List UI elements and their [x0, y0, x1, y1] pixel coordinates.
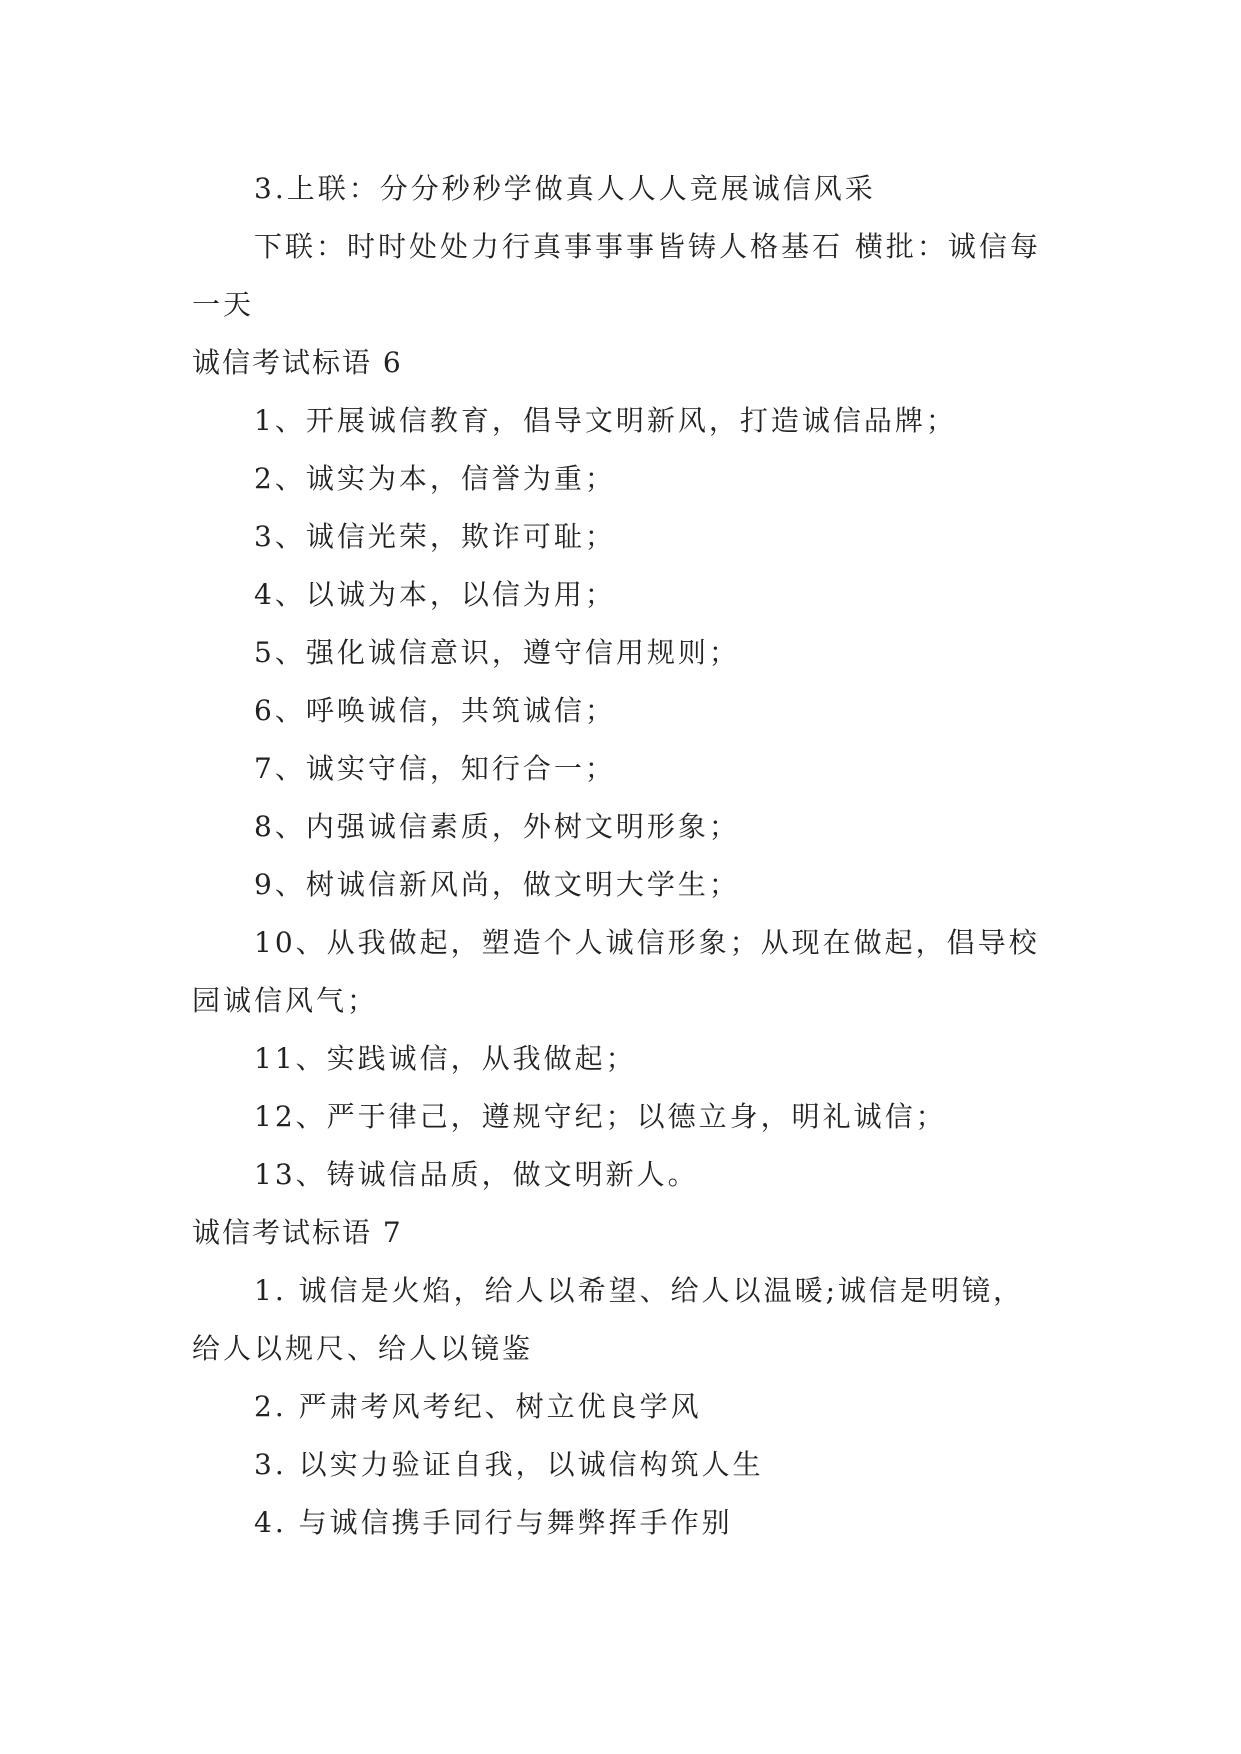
section-7-item: 4. 与诚信携手同行与舞弊挥手作别: [254, 1506, 733, 1539]
section-6-item: 9、树诚信新风尚，做文明大学生；: [254, 868, 740, 901]
section-7-item: 1. 诚信是火焰，给人以希望、给人以温暖;诚信是明镜，给人以规尺、给人以镜鉴: [192, 1274, 1025, 1365]
section-6-item: 12、严于律己，遵规守纪；以德立身，明礼诚信；: [254, 1100, 947, 1133]
document-body: [192, 160, 1052, 1552]
section-6-item: 10、从我做起，塑造个人诚信形象；从现在做起，倡导校园诚信风气；: [192, 926, 1040, 1017]
section-6-item: 3、诚信光荣，欺诈可耻；: [254, 520, 616, 553]
section-6-item: 5、强化诚信意识，遵守信用规则；: [254, 636, 740, 669]
section-6-item: 8、内强诚信素质，外树文明形象；: [254, 810, 740, 843]
section-6-item: 1、开展诚信教育，倡导文明新风，打造诚信品牌；: [254, 404, 957, 437]
section-7-item: 3. 以实力验证自我，以诚信构筑人生: [254, 1448, 764, 1481]
section-7-item: 2. 严肃考风考纪、树立优良学风: [254, 1390, 702, 1423]
section-6-item: 2、诚实为本，信誉为重；: [254, 462, 616, 495]
couplet-upper: 3.上联：分分秒秒学做真人人人竞展诚信风采: [254, 172, 876, 205]
section-6-item: 6、呼唤诚信，共筑诚信；: [254, 694, 616, 727]
section-6-title: 诚信考试标语 6: [192, 346, 403, 379]
section-6-item: 11、实践诚信，从我做起；: [254, 1042, 637, 1075]
couplet-lower: 下联：时时处处力行真事事事皆铸人格基石 横批：诚信每一天: [192, 230, 1041, 321]
section-7-title: 诚信考试标语 7: [192, 1216, 403, 1249]
section-6-item: 13、铸诚信品质，做文明新人。: [254, 1158, 699, 1191]
section-6-item: 7、诚实守信，知行合一；: [254, 752, 616, 785]
section-6-item: 4、以诚为本，以信为用；: [254, 578, 616, 611]
